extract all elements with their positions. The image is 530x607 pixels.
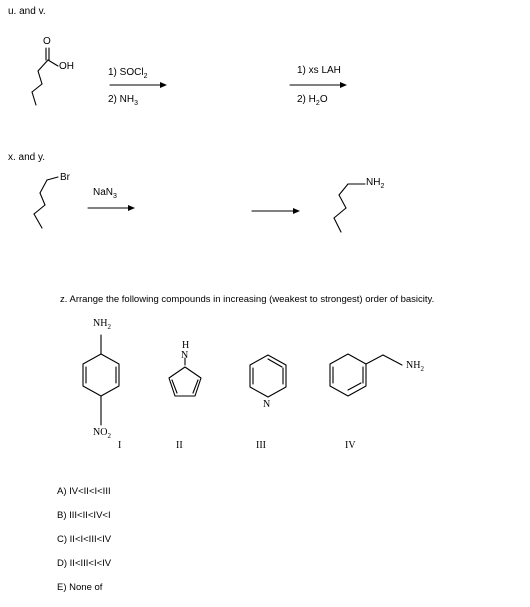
compound-1-no2-label: $NO_2$ — [93, 427, 111, 440]
compound-3-n-label: N — [263, 399, 271, 410]
numeral-1: I — [118, 440, 122, 451]
compound-4-nh2-label: $NH_2$ — [406, 360, 424, 373]
choice-c: C) II<I<III<IV — [57, 534, 112, 545]
reagent-1-top: 1) SOCl$_2$ — [108, 67, 148, 80]
compound-2-structure — [169, 358, 201, 396]
numeral-2: II — [176, 440, 183, 451]
reagent-nan3: NaN$_3$ — [93, 187, 117, 200]
pentanoic-acid-structure — [32, 48, 58, 105]
reagent-1-bottom: 2) $NH_3$ — [108, 94, 139, 107]
numeral-3: III — [256, 440, 266, 451]
pentylamine-structure — [334, 184, 365, 232]
reagent-2-top: 1) xs LAH — [297, 65, 341, 76]
reagent-2-bottom: 2) $H_2O$ — [297, 94, 328, 107]
choice-a: A) IV<II<I<III — [57, 486, 111, 497]
numeral-4: IV — [345, 440, 356, 451]
choice-b: B) III<II<IV<I — [57, 510, 111, 521]
bromine-label: Br — [60, 172, 70, 183]
compound-1-nh2-label: $NH_2$ — [93, 318, 111, 331]
compound-2-n-label: N — [181, 350, 189, 361]
hydroxyl-label: OH — [59, 61, 74, 72]
choice-d: D) II<III<I<IV — [57, 558, 112, 569]
compound-4-structure — [330, 354, 402, 396]
compound-2-h-label: H — [182, 340, 190, 351]
section-uv-title: u. and v. — [8, 6, 46, 17]
bromopentane-structure — [34, 177, 58, 228]
section-xy-title: x. and y. — [8, 152, 46, 163]
compound-1-structure — [83, 335, 119, 425]
carbonyl-oxygen-label: O — [43, 36, 51, 47]
question-z: z. Arrange the following compounds in increasing (weakest to strongest) order of basicity. — [60, 294, 435, 305]
compound-3-structure — [250, 355, 286, 397]
choice-e: E) None of — [57, 582, 103, 593]
arrow-2-icon — [290, 82, 347, 88]
amine-label: $NH_2$ — [366, 177, 385, 190]
arrow-4-icon — [252, 208, 300, 214]
arrow-3-icon — [88, 205, 135, 211]
